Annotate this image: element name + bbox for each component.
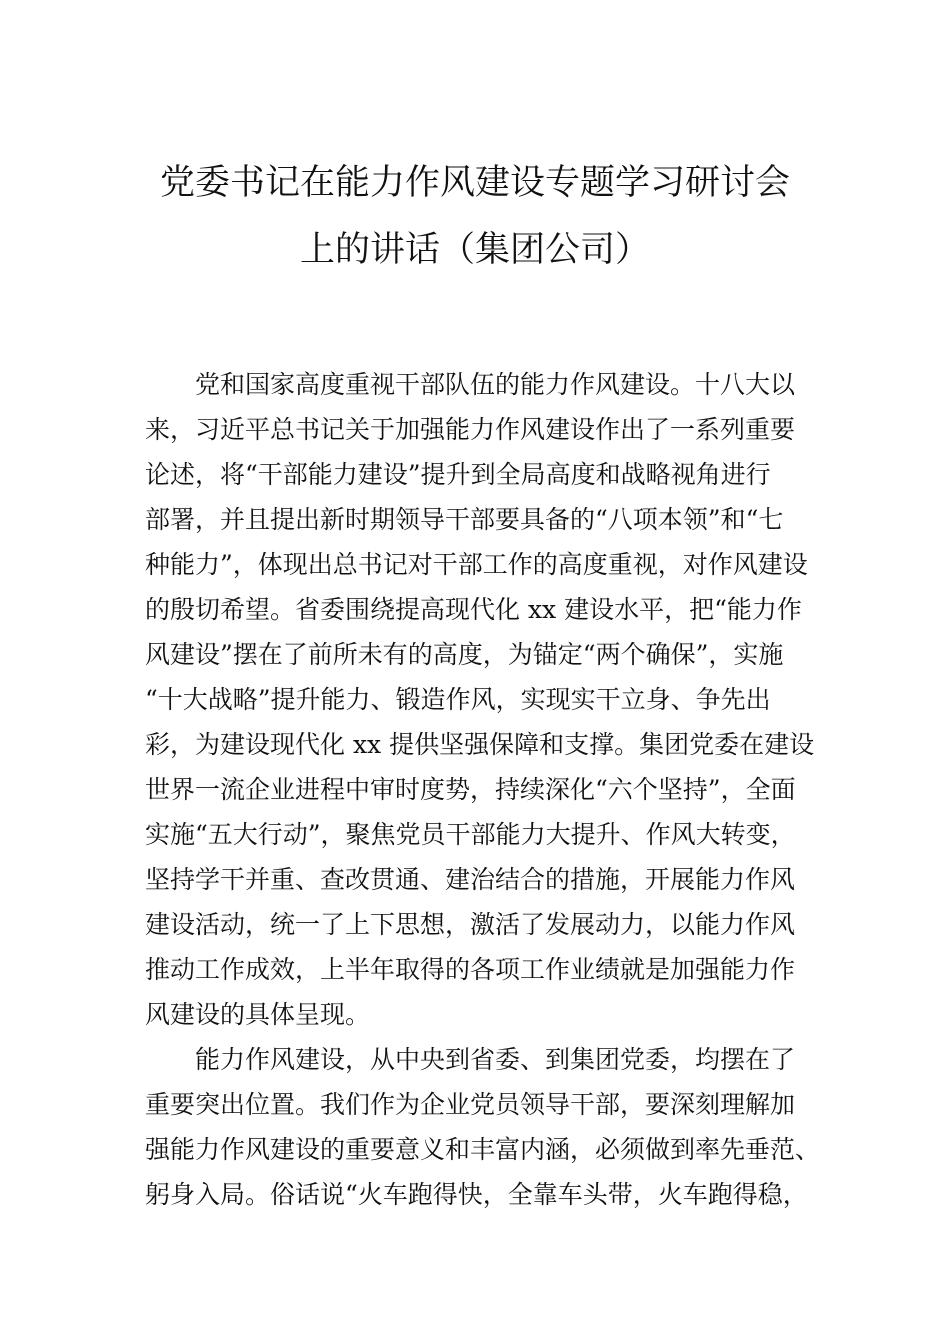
paragraph-line: 推动工作成效，上半年取得的各项工作业绩就是加强能力作 bbox=[145, 955, 796, 984]
paragraph-line: 坚持学干并重、查改贯通、建治结合的措施，开展能力作风 bbox=[145, 865, 796, 894]
paragraph-line: 的殷切希望。省委围绕提高现代化 xx 建设水平，把“能力作 bbox=[145, 595, 802, 624]
paragraph-line: 建设活动，统一了上下思想，激活了发展动力，以能力作风 bbox=[145, 910, 796, 939]
paragraph-line: 强能力作风建设的重要意义和丰富内涵，必须做到率先垂范、 bbox=[145, 1135, 821, 1164]
paragraph-line: 世界一流企业进程中审时度势，持续深化“六个坚持”，全面 bbox=[145, 775, 796, 804]
paragraph-2 bbox=[145, 1037, 825, 1217]
paragraph-line: 彩，为建设现代化 xx 提供坚强保障和支撑。集团党委在建设 bbox=[145, 730, 815, 759]
paragraph-line: 躬身入局。俗话说“火车跑得快，全靠车头带，火车跑得稳， bbox=[145, 1180, 808, 1209]
paragraph-line: 论述，将“干部能力建设”提升到全局高度和战略视角进行 bbox=[145, 460, 771, 489]
paragraph-line: 部署，并且提出新时期领导干部要具备的“八项本领”和“七 bbox=[145, 505, 784, 534]
paragraph-line: 风建设”摆在了前所未有的高度，为锚定“两个确保”，实施 bbox=[145, 640, 784, 669]
title-line-1: 党委书记在能力作风建设专题学习研讨会 bbox=[159, 163, 790, 203]
paragraph-line: 种能力”，体现出总书记对干部工作的高度重视，对作风建设 bbox=[145, 550, 808, 579]
paragraph-line: 来，习近平总书记关于加强能力作风建设作出了一系列重要 bbox=[145, 415, 796, 444]
document-body bbox=[145, 362, 825, 1217]
paragraph-line: 实施“五大行动”，聚焦党员干部能力大提升、作风大转变， bbox=[145, 820, 796, 849]
paragraph-line: 党和国家高度重视干部队伍的能力作风建设。十八大以 bbox=[195, 370, 796, 399]
paragraph-line: 重要突出位置。我们作为企业党员领导干部，要深刻理解加 bbox=[145, 1090, 796, 1119]
paragraph-line: “十大战略”提升能力、锻造作风，实现实干立身、争先出 bbox=[145, 685, 771, 714]
paragraph-1 bbox=[145, 362, 825, 1037]
document-title bbox=[0, 150, 950, 284]
paragraph-line: 能力作风建设，从中央到省委、到集团党委，均摆在了 bbox=[195, 1045, 796, 1074]
paragraph-line: 风建设的具体呈现。 bbox=[145, 1000, 371, 1029]
title-line-2: 上的讲话（集团公司） bbox=[299, 230, 650, 270]
